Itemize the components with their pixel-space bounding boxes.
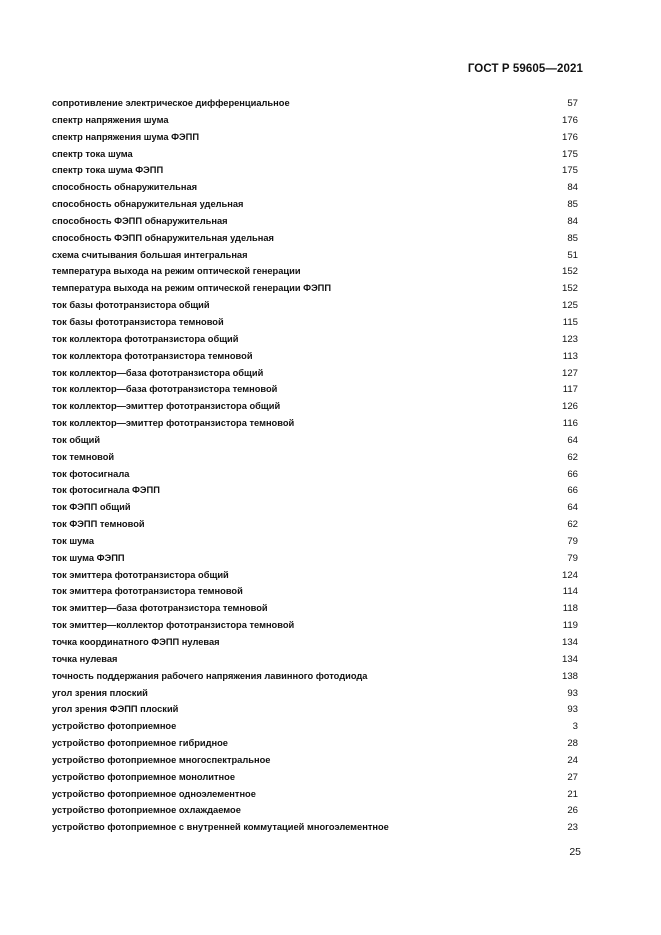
- index-page-ref: 124: [561, 569, 578, 581]
- index-term: угол зрения ФЭПП плоский: [52, 704, 179, 715]
- index-page-ref: 152: [561, 266, 578, 278]
- index-entry: [52, 129, 580, 146]
- index-term: схема считывания большая интегральная: [52, 249, 248, 260]
- index-term: устройство фотоприемное многоспектральное: [52, 754, 271, 765]
- index-page-ref: 117: [562, 384, 578, 396]
- index-term: сопротивление электрическое дифференциальное: [52, 98, 290, 108]
- index-term: спектр напряжения шума: [52, 114, 169, 125]
- index-term: ток базы фототранзистора темновой: [52, 316, 224, 327]
- index-term: ток шума: [52, 535, 95, 546]
- index-entry: [52, 819, 580, 836]
- document-code-header: ГОСТ Р 59605—2021: [467, 63, 583, 75]
- index-entry: [52, 95, 580, 112]
- index-page-ref: 115: [562, 316, 578, 328]
- index-page-ref: 24: [567, 754, 578, 766]
- index-entry: [52, 449, 580, 466]
- index-entry: [52, 331, 580, 348]
- index-page-ref: 85: [567, 199, 578, 211]
- index-entry: [52, 415, 580, 432]
- index-page-ref: 93: [567, 687, 578, 699]
- index-term: температура выхода на режим оптической генерации: [52, 266, 301, 277]
- index-page-ref: 176: [561, 114, 578, 126]
- index-term: способность обнаружительная: [52, 182, 198, 193]
- index-entry: [52, 348, 580, 365]
- page-number: 25: [569, 846, 581, 858]
- index-page-ref: 23: [567, 822, 578, 834]
- index-term: способность обнаружительная удельная: [52, 199, 244, 210]
- index-term: ток базы фототранзистора общий: [52, 300, 210, 311]
- index-page-ref: 85: [567, 232, 578, 244]
- index-page-ref: 175: [561, 148, 578, 160]
- index-page-ref: 27: [567, 771, 578, 783]
- index-entry: [52, 735, 580, 752]
- index-page-ref: 64: [567, 502, 578, 514]
- index-page-ref: 62: [567, 519, 578, 531]
- index-term: ток темновой: [52, 451, 115, 462]
- index-term: ток коллектора фототранзистора темновой: [52, 350, 253, 361]
- index-entry: [52, 196, 580, 213]
- index-term: устройство фотоприемное гибридное: [52, 738, 228, 749]
- index-page-ref: 114: [562, 586, 578, 598]
- index-term: устройство фотоприемное монолитное: [52, 771, 236, 782]
- index-page-ref: 93: [567, 704, 578, 716]
- index-entry: [52, 398, 580, 415]
- index-page-ref: 3: [572, 721, 578, 733]
- index-term: спектр тока шума ФЭПП: [52, 165, 164, 176]
- index-term: ток ФЭПП общий: [52, 502, 131, 513]
- index-entry: [52, 499, 580, 516]
- index-term: точка нулевая: [52, 653, 118, 664]
- index-page-ref: 28: [567, 738, 578, 750]
- index-term: ток коллектор—эмиттер фототранзистора темновой: [52, 418, 295, 429]
- index-term: ток фотосигнала: [52, 468, 130, 479]
- index-term: ток коллектор—база фототранзистора общий: [52, 367, 264, 378]
- index-entry: [52, 381, 580, 398]
- index-entry: [52, 550, 580, 567]
- index-term: ток общий: [52, 434, 101, 445]
- index-entry: [52, 701, 580, 718]
- term-index-list: [52, 95, 580, 836]
- index-entry: [52, 230, 580, 247]
- index-page-ref: 62: [567, 451, 578, 463]
- index-term: устройство фотоприемное с внутренней коммутацией многоэлементное: [52, 822, 389, 833]
- index-term: угол зрения плоский: [52, 687, 148, 698]
- index-entry: [52, 786, 580, 803]
- index-term: ток шума ФЭПП: [52, 552, 125, 563]
- index-term: ток эмиттера фототранзистора общий: [52, 569, 229, 580]
- index-page-ref: 51: [567, 249, 578, 261]
- index-entry: [52, 583, 580, 600]
- index-term: ток эмиттера фототранзистора темновой: [52, 586, 243, 597]
- index-page-ref: 64: [567, 434, 578, 446]
- index-term: устройство фотоприемное: [52, 721, 177, 732]
- index-entry: [52, 112, 580, 129]
- index-entry: [52, 297, 580, 314]
- index-page-ref: 84: [567, 215, 578, 227]
- index-term: способность ФЭПП обнаружительная удельная: [52, 232, 274, 243]
- index-entry: [52, 617, 580, 634]
- index-entry: [52, 668, 580, 685]
- index-page-ref: 175: [561, 165, 578, 177]
- index-entry: [52, 802, 580, 819]
- index-entry: [52, 162, 580, 179]
- index-page-ref: 79: [567, 552, 578, 564]
- index-term: устройство фотоприемное охлаждаемое: [52, 805, 241, 816]
- index-entry: [52, 769, 580, 786]
- index-entry: [52, 752, 580, 769]
- index-entry: [52, 685, 580, 702]
- index-term: ток ФЭПП темновой: [52, 519, 145, 530]
- index-entry: [52, 651, 580, 668]
- index-page-ref: 126: [561, 401, 578, 413]
- index-entry: [52, 567, 580, 584]
- index-entry: [52, 179, 580, 196]
- index-entry: [52, 213, 580, 230]
- index-page-ref: 57: [567, 98, 578, 109]
- index-term: ток фотосигнала ФЭПП: [52, 485, 160, 496]
- index-page-ref: 113: [562, 350, 578, 362]
- index-page-ref: 134: [561, 653, 578, 665]
- index-entry: [52, 600, 580, 617]
- index-term: ток коллектор—база фототранзистора темновой: [52, 384, 278, 395]
- index-entry: [52, 263, 580, 280]
- index-term: ток эмиттер—база фототранзистора темновой: [52, 603, 268, 614]
- index-page-ref: 66: [567, 468, 578, 480]
- index-page-ref: 26: [567, 805, 578, 817]
- index-page-ref: 176: [561, 131, 578, 143]
- index-entry: [52, 146, 580, 163]
- index-page-ref: 134: [561, 637, 578, 648]
- index-term: точность поддержания рабочего напряжения лавинного фотодиода: [52, 670, 368, 681]
- index-page-ref: 123: [561, 333, 578, 345]
- index-entry: [52, 718, 580, 735]
- index-page-ref: 127: [561, 367, 578, 379]
- index-term: устройство фотоприемное одноэлементное: [52, 788, 256, 799]
- index-entry: [52, 533, 580, 550]
- index-page-ref: 152: [561, 283, 578, 295]
- index-page-ref: 21: [567, 788, 578, 800]
- index-entry: [52, 466, 580, 483]
- index-entry: [52, 482, 580, 499]
- index-page-ref: 138: [561, 670, 578, 682]
- index-term: спектр напряжения шума ФЭПП: [52, 131, 200, 142]
- index-entry: [52, 432, 580, 449]
- index-page-ref: 119: [562, 620, 578, 632]
- index-page-ref: 84: [567, 182, 578, 194]
- index-entry: [52, 516, 580, 533]
- index-entry: [52, 247, 580, 264]
- index-entry: [52, 634, 580, 651]
- index-entry: [52, 365, 580, 382]
- index-term: температура выхода на режим оптической генерации ФЭПП: [52, 283, 332, 294]
- index-term: ток коллектор—эмиттер фототранзистора общий: [52, 401, 281, 412]
- index-page-ref: 116: [562, 418, 578, 430]
- index-page-ref: 79: [567, 535, 578, 547]
- index-entry: [52, 280, 580, 297]
- index-page-ref: 125: [561, 300, 578, 312]
- index-term: способность ФЭПП обнаружительная: [52, 215, 228, 226]
- index-page-ref: 118: [562, 603, 578, 615]
- index-page-ref: 66: [567, 485, 578, 497]
- index-term: ток эмиттер—коллектор фототранзистора темновой: [52, 620, 295, 631]
- index-entry: [52, 314, 580, 331]
- index-term: ток коллектора фототранзистора общий: [52, 333, 239, 344]
- index-term: точка координатного ФЭПП нулевая: [52, 637, 220, 647]
- index-term: спектр тока шума: [52, 148, 133, 159]
